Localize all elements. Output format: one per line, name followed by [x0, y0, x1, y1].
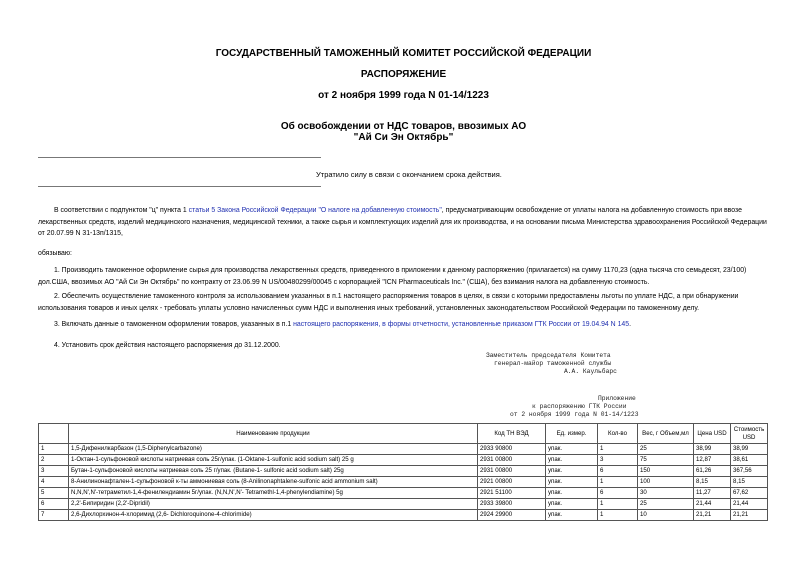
- cell-price: 21,44: [694, 499, 731, 510]
- table-row: [39, 466, 768, 477]
- cell-price: 61,26: [694, 466, 731, 477]
- cell-code: 2921 00800: [478, 477, 546, 488]
- cell-weight: 25: [638, 499, 694, 510]
- signature-line-1: Заместитель председателя Комитета: [486, 352, 611, 359]
- cell-price: 21,21: [694, 510, 731, 521]
- status-note: Утратило силу в связи с окончанием срока действия.: [316, 170, 502, 179]
- table-row: [39, 488, 768, 499]
- cell-quantity: 1: [598, 510, 638, 521]
- item-3-text-end: .: [629, 321, 631, 328]
- cell-cost: 38,99: [731, 444, 768, 455]
- table-row: [39, 499, 768, 510]
- cell-weight: 30: [638, 488, 694, 499]
- cell-product: 2,6-Дихлорхинон-4-хлоримид (2,6- Dichloroquinone-4-chlorimide): [69, 510, 478, 521]
- cell-index: 5: [39, 488, 69, 499]
- cell-unit: упак.: [546, 488, 598, 499]
- cell-unit: упак.: [546, 444, 598, 455]
- cell-unit: упак.: [546, 455, 598, 466]
- cell-product: 1,5-Дифенилкарбазон (1,5-Diphenylcarbazone): [69, 444, 478, 455]
- column-header-weight: Вес, г Объем,мл: [638, 424, 694, 444]
- law-article-link[interactable]: статьи 5 Закона Российской Федерации "О налоге на добавленную стоимость": [188, 207, 442, 214]
- appendix-reference: к распоряжению ГТК России: [532, 403, 627, 410]
- preamble-text-end: , предусматривающим освобождение от уплаты налога на добавленную стоимость при ввозе лекарственных средств, изделий медицинского назначения, медицинской техники, а также сырья и комплектующих изделий для их производства, и на основании письма Министерства здравоохранения Российской Федерации от 20.07.99 N 31-13п/1315,: [38, 207, 767, 237]
- cell-cost: 38,61: [731, 455, 768, 466]
- appendix-title: Приложение: [598, 395, 636, 402]
- cell-index: 6: [39, 499, 69, 510]
- cell-index: 7: [39, 510, 69, 521]
- cell-unit: упак.: [546, 510, 598, 521]
- cell-quantity: 6: [598, 488, 638, 499]
- cell-quantity: 3: [598, 455, 638, 466]
- column-header-cost: Стоимость USD: [731, 424, 768, 444]
- document-subject-line1: Об освобождении от НДС товаров, ввозимых АО: [280, 121, 527, 132]
- cell-cost: 67,62: [731, 488, 768, 499]
- order-item-2: 2. Обеспечить осуществление таможенного контроля за использованием указанных в п.1 настоящего распоряжения товаров в целях, в связи с которыми предоставлены льготы по уплате НДС, а при обнаружении использования товаров и иных целях - требовать уплаты условно начисленных сумм НДС и выполнения иных требований, установленных законодательством Российской Федерации по таможенному делу.: [38, 293, 739, 312]
- item-3-text-start: 3. Включать данные о таможенном оформлении товаров, указанных в п.1: [54, 321, 294, 328]
- table-row: [39, 477, 768, 488]
- cell-weight: 10: [638, 510, 694, 521]
- cell-unit: упак.: [546, 499, 598, 510]
- cell-weight: 150: [638, 466, 694, 477]
- cell-product: 8-Анилинонафтален-1-сульфоновой к-ты аммониевая соль (8-Anilinonaphtalene-sulfonic acid ammonium salt): [69, 477, 478, 488]
- order-item-3: [38, 319, 768, 331]
- column-header-index: [39, 424, 69, 444]
- cell-price: 11,27: [694, 488, 731, 499]
- cell-cost: 21,44: [731, 499, 768, 510]
- obliges-line: обязываю:: [38, 250, 72, 257]
- divider-bottom: [38, 186, 321, 187]
- cell-index: 1: [39, 444, 69, 455]
- document-date: от 2 ноября 1999 года N 01-14/1223: [318, 90, 489, 101]
- column-header-price: Цена USD: [694, 424, 731, 444]
- cell-code: 2933 39800: [478, 499, 546, 510]
- appendix-date: от 2 ноября 1999 года N 01-14/1223: [510, 411, 639, 418]
- cell-index: 2: [39, 455, 69, 466]
- signature-line-2: генерал-майор таможенной службы: [494, 360, 612, 367]
- cell-price: 8,15: [694, 477, 731, 488]
- signature-name: А.А. Каульбарс: [564, 368, 617, 375]
- column-header-unit: Ед. измер.: [546, 424, 598, 444]
- cell-index: 4: [39, 477, 69, 488]
- order-item-4: 4. Установить срок действия настоящего распоряжения до 31.12.2000.: [54, 342, 281, 349]
- cell-product: Бутан-1-сульфоновой кислоты натриевая соль 25 г/упак. (Butane-1- sulfonic acid sodium salt) 25g: [69, 466, 478, 477]
- cell-quantity: 1: [598, 477, 638, 488]
- cell-cost: 8,15: [731, 477, 768, 488]
- cell-product: 1-Октан-1-сульфоновой кислоты натриевая соль 25г/упак. (1-Oktane-1-sulfonic acid sodium salt) 25 g: [69, 455, 478, 466]
- cell-unit: упак.: [546, 477, 598, 488]
- cell-index: 3: [39, 466, 69, 477]
- cell-weight: 100: [638, 477, 694, 488]
- cell-price: 38,99: [694, 444, 731, 455]
- preamble-text-start: В соответствии с подпунктом "ц" пункта 1: [54, 207, 189, 214]
- cell-code: 2933 90800: [478, 444, 546, 455]
- divider-top: [38, 157, 321, 158]
- cell-code: 2931 00800: [478, 455, 546, 466]
- product-table: [38, 423, 768, 521]
- table-row: [39, 444, 768, 455]
- cell-product: 2,2'-Бипиридин (2,2'-Dipridil): [69, 499, 478, 510]
- cell-quantity: 1: [598, 499, 638, 510]
- column-header-quantity: Кол-во: [598, 424, 638, 444]
- table-header-row: [39, 424, 768, 444]
- cell-code: 2931 00800: [478, 466, 546, 477]
- cell-cost: 367,56: [731, 466, 768, 477]
- column-header-product: Наименование продукции: [69, 424, 478, 444]
- cell-product: N,N,N',N'-тетраметил-1,4-фенилендиамин 5г/упак. (N,N,N',N'- Tetramethl-1,4-phenylendiamine) 5g: [69, 488, 478, 499]
- cell-unit: упак.: [546, 466, 598, 477]
- table-row: [39, 510, 768, 521]
- order-item-1: 1. Производить таможенное оформление сырья для производства лекарственных средств, приведенного в приложении к данному распоряжению (прилагается) на сумму 1170,23 (одна тысяча сто семьдесят, 23/100) дол.США, ввозимых АО "Ай Си Эн Октябрь" по контракту от 23.06.99 N US/00480299/00045 с корпорацией "ICN Pharmaceuticals Inc." (США), без взимания налога на добавленную стоимость.: [38, 267, 747, 286]
- cell-quantity: 1: [598, 444, 638, 455]
- cell-quantity: 6: [598, 466, 638, 477]
- column-header-code: Код ТН ВЭД: [478, 424, 546, 444]
- cell-code: 2921 51100: [478, 488, 546, 499]
- cell-weight: 75: [638, 455, 694, 466]
- gtk-order-link[interactable]: настоящего распоряжения, в формы отчетности, установленные приказом ГТК России от 19.04.94 N 145: [293, 321, 630, 328]
- table-row: [39, 455, 768, 466]
- preamble-paragraph: [38, 205, 768, 240]
- cell-weight: 25: [638, 444, 694, 455]
- document-subject-line2: "Ай Си Эн Октябрь": [353, 132, 454, 143]
- issuer-title: ГОСУДАРСТВЕННЫЙ ТАМОЖЕННЫЙ КОМИТЕТ РОССИЙСКОЙ ФЕДЕРАЦИИ: [215, 48, 592, 59]
- document-type: РАСПОРЯЖЕНИЕ: [360, 69, 447, 80]
- cell-cost: 21,21: [731, 510, 768, 521]
- cell-code: 2924 29900: [478, 510, 546, 521]
- cell-price: 12,87: [694, 455, 731, 466]
